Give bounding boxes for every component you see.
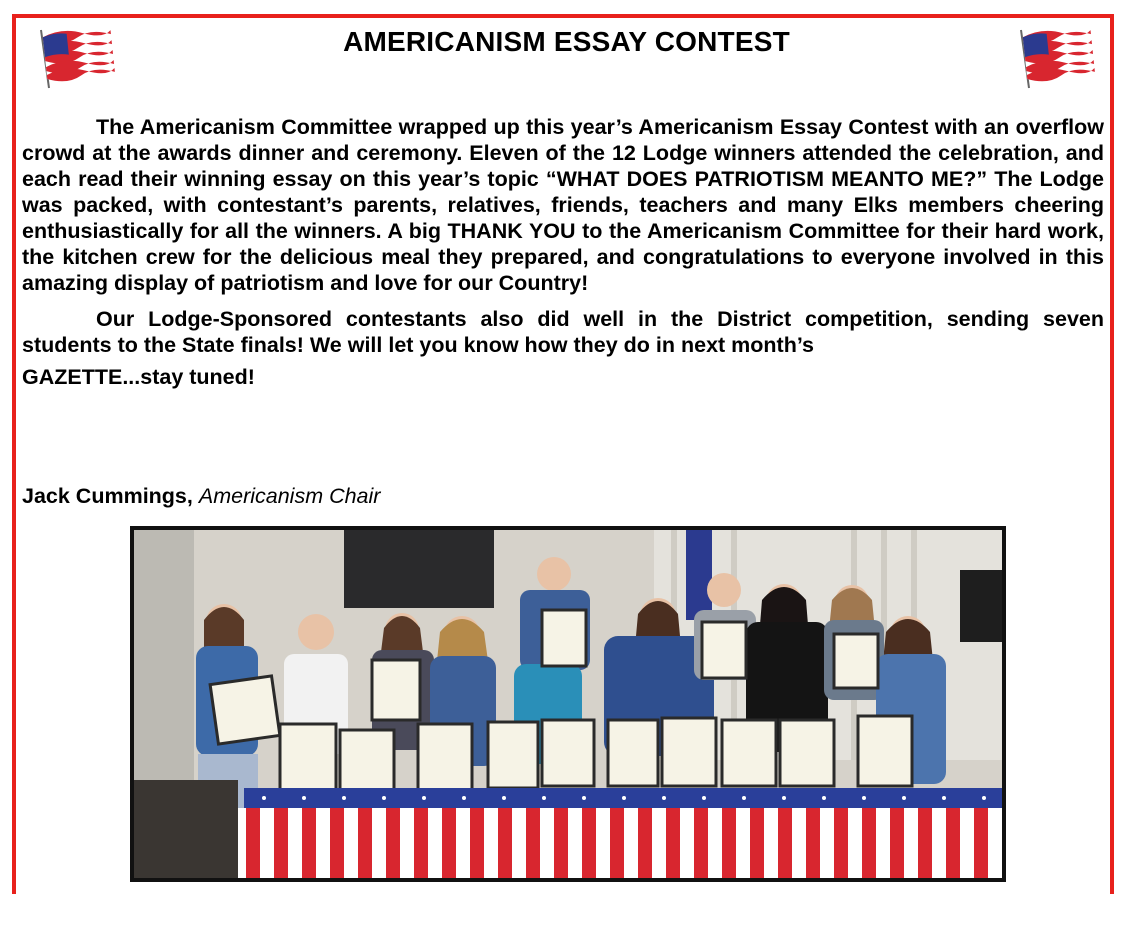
page-title: AMERICANISM ESSAY CONTEST [343, 26, 790, 57]
signature-name: Jack Cummings, [22, 484, 193, 508]
group-photo [130, 526, 1006, 882]
signature-role: Americanism Chair [198, 484, 381, 508]
article-body [22, 114, 1104, 390]
paragraph: Our Lodge-Sponsored contestants also did well in the District competition, sending seven students to the State finals! We will let you know how they do in next month’s [22, 307, 1104, 357]
paragraph: The Americanism Committee wrapped up this year’s Americanism Essay Contest with an overflow crowd at the awards dinner and ceremony. Eleven of the 12 Lodge winners attended the celebration, and each read their winning essay on this year’s topic “WHAT DOES PATRIOTISM MEANTO ME?” The Lodge was packed, with contestant’s parents, relatives, friends, teachers and many Elks members cheering enthusiastically for all the winners. A big THANK YOU to the Americanism Committee for their hard work, the kitchen crew for the delicious meal they prepared, and congratulations to everyone involved in this amazing display of patriotism and love for our Country! [22, 115, 1104, 295]
paragraph: GAZETTE...stay tuned! [22, 365, 255, 389]
signature [22, 484, 380, 509]
